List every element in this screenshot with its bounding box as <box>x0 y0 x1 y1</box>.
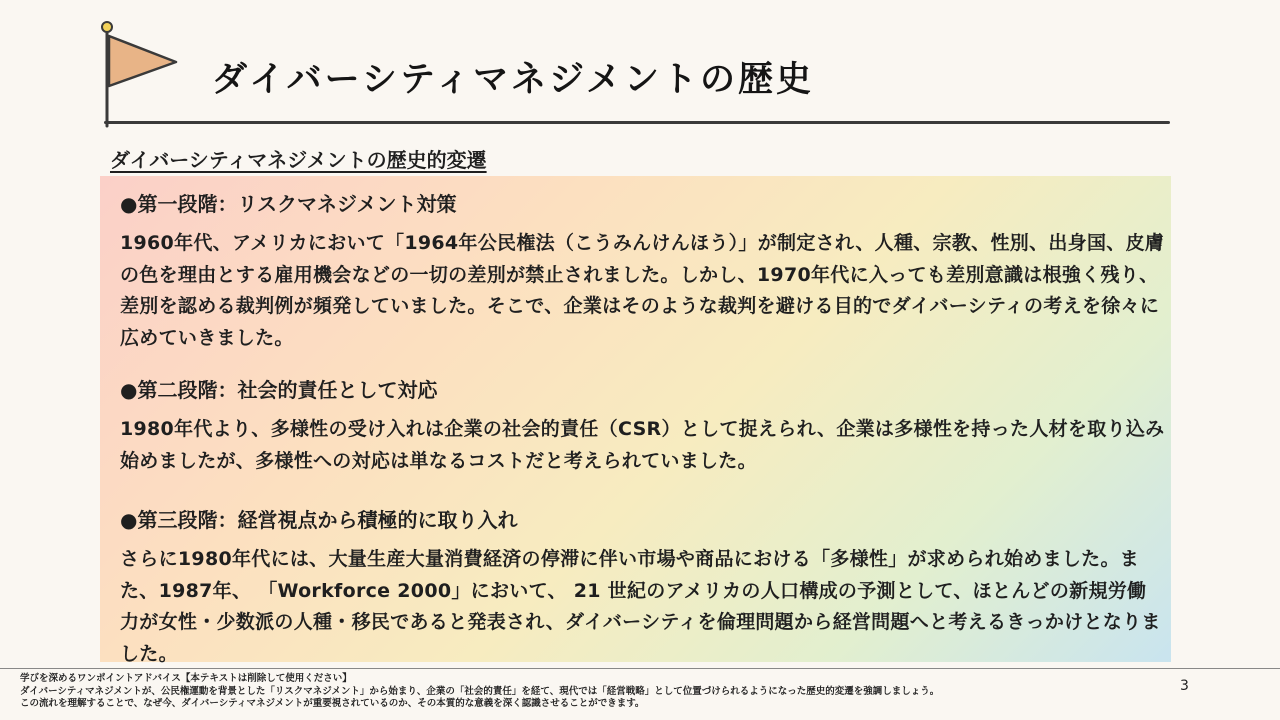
stage-title: ●第三段階：経営視点から積極的に取り入れ <box>120 508 518 532</box>
stage-two <box>120 372 1171 502</box>
stage-body: 1980年代より、多様性の受け入れは企業の社会的責任（CSR）として捉えられ、企業は多様性を持った人材を取り込み始めましたが、多様性への対応は単なるコストだと考えられていました。 <box>120 418 1165 472</box>
page-number: 3 <box>1180 678 1189 694</box>
stage-body: さらに1980年代には、大量生産大量消費経済の停滞に伴い市場や商品における「多様性」が求められ始めました。また、1987年、 「Workforce 2000」において、 21 世紀のアメリカの人口構成の予測として、ほとんどの新規労働力が女性・少数派の人種・移民であると発表され、ダイバーシティを倫理問題から経営問題へと考えるきっかけとなりました。 <box>120 548 1161 665</box>
note-line: ダイバーシティマネジメントが、公民権運動を背景とした「リスクマネジメント」から始まり、企業の「社会的責任」を経て、現代では「経営戦略」として位置づけられるようになった歴史的変遷を強調しましょう。 <box>20 685 940 697</box>
stage-title: ●第一段階：リスクマネジメント対策 <box>120 192 457 216</box>
stage-one <box>120 186 1171 372</box>
flag-icon <box>96 18 186 130</box>
stage-body: 1960年代、アメリカにおいて「1964年公民権法（こうみんけんほう）」が制定され、人種、宗教、性別、出身国、皮膚の色を理由とする雇用機会などの一切の差別が禁止されました。しかし、1970年代に入っても差別意識は根強く残り、差別を認める裁判例が頻発していました。そこで、企業はそのような裁判を避ける目的でダイバーシティの考えを徐々に広めていきました。 <box>120 232 1165 349</box>
history-content-panel <box>100 176 1171 665</box>
note-line: この流れを理解することで、なぜ今、ダイバーシティマネジメントが重要視されているのか、その本質的な意義を深く認識させることができます。 <box>20 698 645 709</box>
title-divider <box>104 121 1170 124</box>
page-title: ダイバーシティマネジメントの歴史 <box>212 60 815 100</box>
speaker-note <box>20 673 1160 711</box>
footer-divider <box>0 668 1280 669</box>
note-line: 学びを深めるワンポイントアドバイス【本テキストは削除して使用ください】 <box>20 673 352 684</box>
stage-title: ●第二段階：社会的責任として対応 <box>120 378 438 402</box>
section-heading: ダイバーシティマネジメントの歴史的変遷 <box>110 148 487 172</box>
stage-three <box>120 502 1171 670</box>
